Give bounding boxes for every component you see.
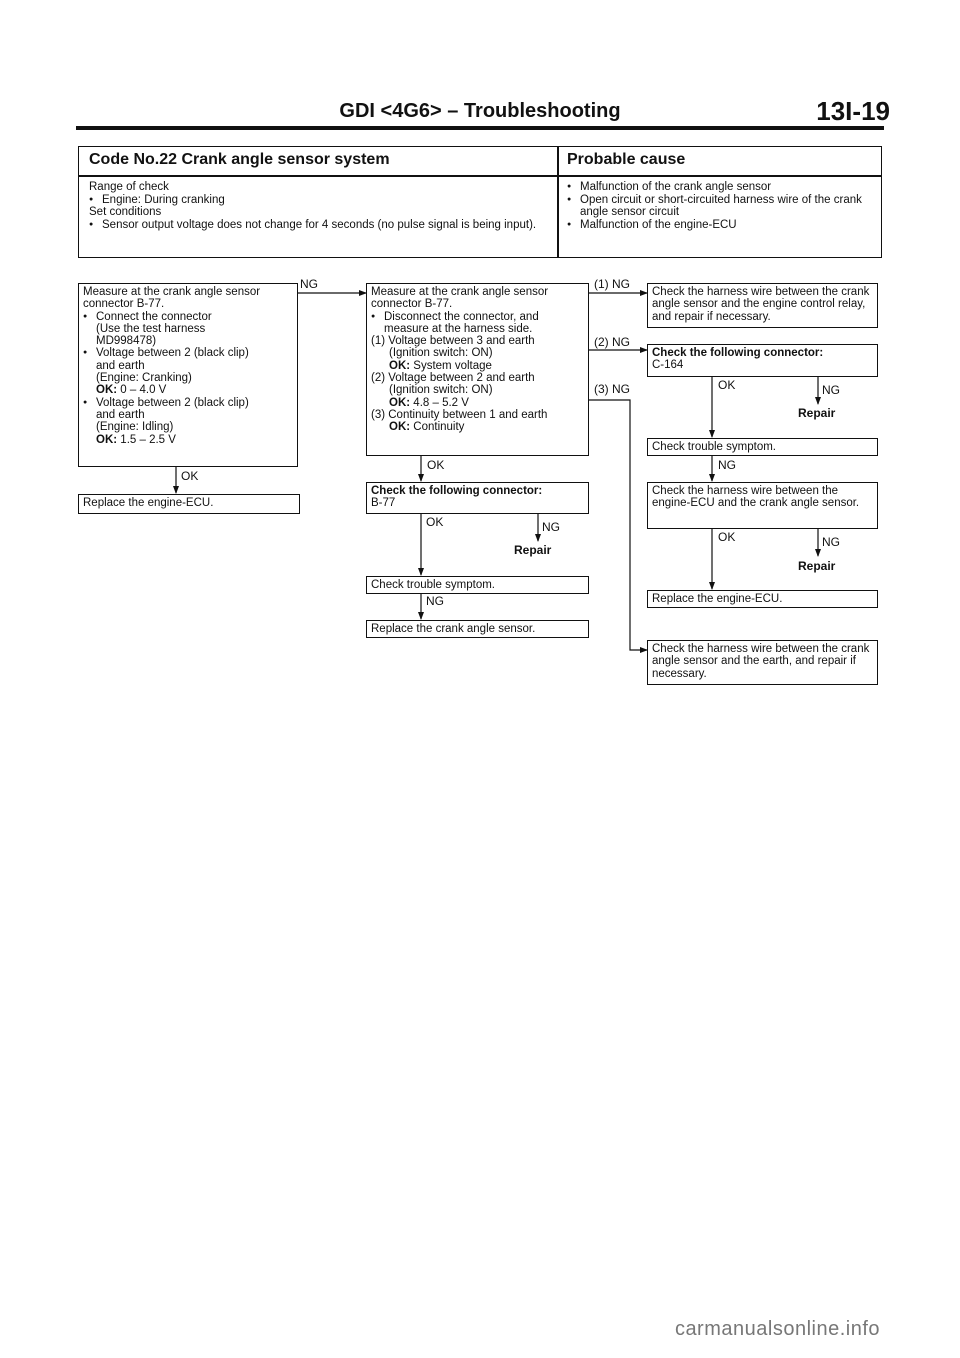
box2-step: (3) Continuity between 1 and earth <box>371 408 548 421</box>
range-item: ● Engine: During cranking <box>89 194 549 207</box>
trouble1-ng-label: NG <box>426 594 444 608</box>
box2-ok-line <box>371 397 584 409</box>
connector-code: C-164 <box>652 359 684 372</box>
ok-label: OK: <box>96 433 118 446</box>
check-connector-b77-box <box>366 482 589 514</box>
watermark: carmanualsonline.info <box>674 1318 880 1340</box>
ok-value: Continuity <box>413 421 465 434</box>
replace-ecu-box-2 <box>647 590 878 608</box>
repair-label-1: Repair <box>514 543 552 557</box>
replace-sensor-box <box>366 620 589 638</box>
harness-ecu-ng-label: NG <box>822 535 840 549</box>
box2-ok-line <box>371 360 584 372</box>
box-text: Check the harness wire between the crank angle sensor and the earth, and repair if necessary. <box>652 643 870 680</box>
check-trouble-box-1 <box>366 576 589 594</box>
measure-connector-box-2 <box>366 283 589 456</box>
box2-sub: (Ignition switch: ON) <box>389 347 493 360</box>
box2-line: Measure at the crank angle sensor connector B-77. <box>371 286 549 311</box>
box1-sub: and earth <box>96 408 145 421</box>
box-title: Check the following connector: <box>652 347 824 359</box>
box2-bullet: ● Disconnect the connector, and measure at the harness side. <box>371 311 584 336</box>
b77-ng-label: NG <box>542 520 560 534</box>
box-text: Check the harness wire between the engine-ECU and the crank angle sensor. <box>652 485 860 510</box>
check-harness-ecu-box <box>647 482 878 529</box>
b77-ok-label: OK <box>426 515 444 529</box>
box1-ok-line <box>83 384 293 396</box>
box-text: Replace the engine-ECU. <box>83 497 214 509</box>
ok-label: OK: <box>96 384 118 397</box>
ok-value: 1.5 – 2.5 V <box>120 433 176 446</box>
page-title: GDI <4G6> – Troubleshooting <box>339 100 621 122</box>
check-connector-c164-box <box>647 344 878 377</box>
replace-ecu-box-1 <box>78 494 300 514</box>
check-harness-earth-box <box>647 640 878 685</box>
cause-item: ● Malfunction of the crank angle sensor <box>567 181 873 194</box>
box2-ok-line <box>371 421 584 433</box>
box1-ok-line <box>83 434 293 446</box>
trouble2-ng-label: NG <box>718 458 736 472</box>
box1-sub: MD998478) <box>96 335 157 348</box>
check-harness-relay-box <box>647 283 878 328</box>
box1-line: Measure at the crank angle sensor connector B-77. <box>83 286 261 311</box>
set-conditions-label: Set conditions <box>89 206 162 219</box>
ok-label: OK: <box>389 359 411 372</box>
box2-sub: (Ignition switch: ON) <box>389 384 493 397</box>
box-title: Check the following connector: <box>371 485 543 497</box>
ok-value: 0 – 4.0 V <box>120 384 167 397</box>
box2-step: (2) Voltage between 2 and earth <box>371 372 535 385</box>
box-text: Replace the engine-ECU. <box>652 593 783 605</box>
range-label: Range of check <box>89 181 169 193</box>
box1-sub: (Engine: Cranking) <box>96 372 192 385</box>
ok-label: OK: <box>389 421 411 434</box>
box1-bullet: ● Voltage between 2 (black clip) <box>83 397 293 409</box>
ng3-label: (3) NG <box>594 382 630 396</box>
cause-item: ● Open circuit or short-circuited harness wire of the crank angle sensor circuit <box>567 194 873 219</box>
ok-value: 4.8 – 5.2 V <box>413 396 469 409</box>
measure-connector-box-1 <box>78 283 298 467</box>
ng2-label: (2) NG <box>594 335 630 349</box>
box-text: Check trouble symptom. <box>371 579 495 591</box>
repair-label-2: Repair <box>798 406 836 420</box>
harness-ecu-ok-label: OK <box>718 530 736 544</box>
cause-item: ● Malfunction of the engine-ECU <box>567 219 873 232</box>
set-condition-item: ● Sensor output voltage does not change for 4 seconds (no pulse signal is being input). <box>89 219 549 232</box>
box1-sub: and earth <box>96 359 145 372</box>
c164-ok-label: OK <box>718 378 736 392</box>
probable-cause-heading: Probable cause <box>567 151 686 168</box>
box1-sub: (Use the test harness <box>96 322 206 335</box>
box-text: Check trouble symptom. <box>652 441 776 453</box>
c164-ng-label: NG <box>822 383 840 397</box>
box-text: Replace the crank angle sensor. <box>371 623 536 635</box>
box1-ng-label: NG <box>300 277 318 291</box>
code-heading: Code No.22 Crank angle sensor system <box>89 151 390 168</box>
ng1-label: (1) NG <box>594 277 630 291</box>
box1-sub: (Engine: Idling) <box>96 421 174 434</box>
repair-label-3: Repair <box>798 559 836 573</box>
box2-step: (1) Voltage between 3 and earth <box>371 335 535 348</box>
box1-bullet: ● Voltage between 2 (black clip) <box>83 347 293 359</box>
page-number: 13I-19 <box>816 96 890 126</box>
box-text: Check the harness wire between the crank angle sensor and the engine control relay, and repair if necessary. <box>652 286 870 323</box>
box2-ok-label: OK <box>427 458 445 472</box>
box1-bullet: ● Connect the connector <box>83 311 293 323</box>
ok-value: System voltage <box>413 359 492 372</box>
box1-ok-label: OK <box>181 469 199 483</box>
connector-code: B-77 <box>371 497 396 510</box>
check-trouble-box-2 <box>647 438 878 456</box>
ok-label: OK: <box>389 396 411 409</box>
